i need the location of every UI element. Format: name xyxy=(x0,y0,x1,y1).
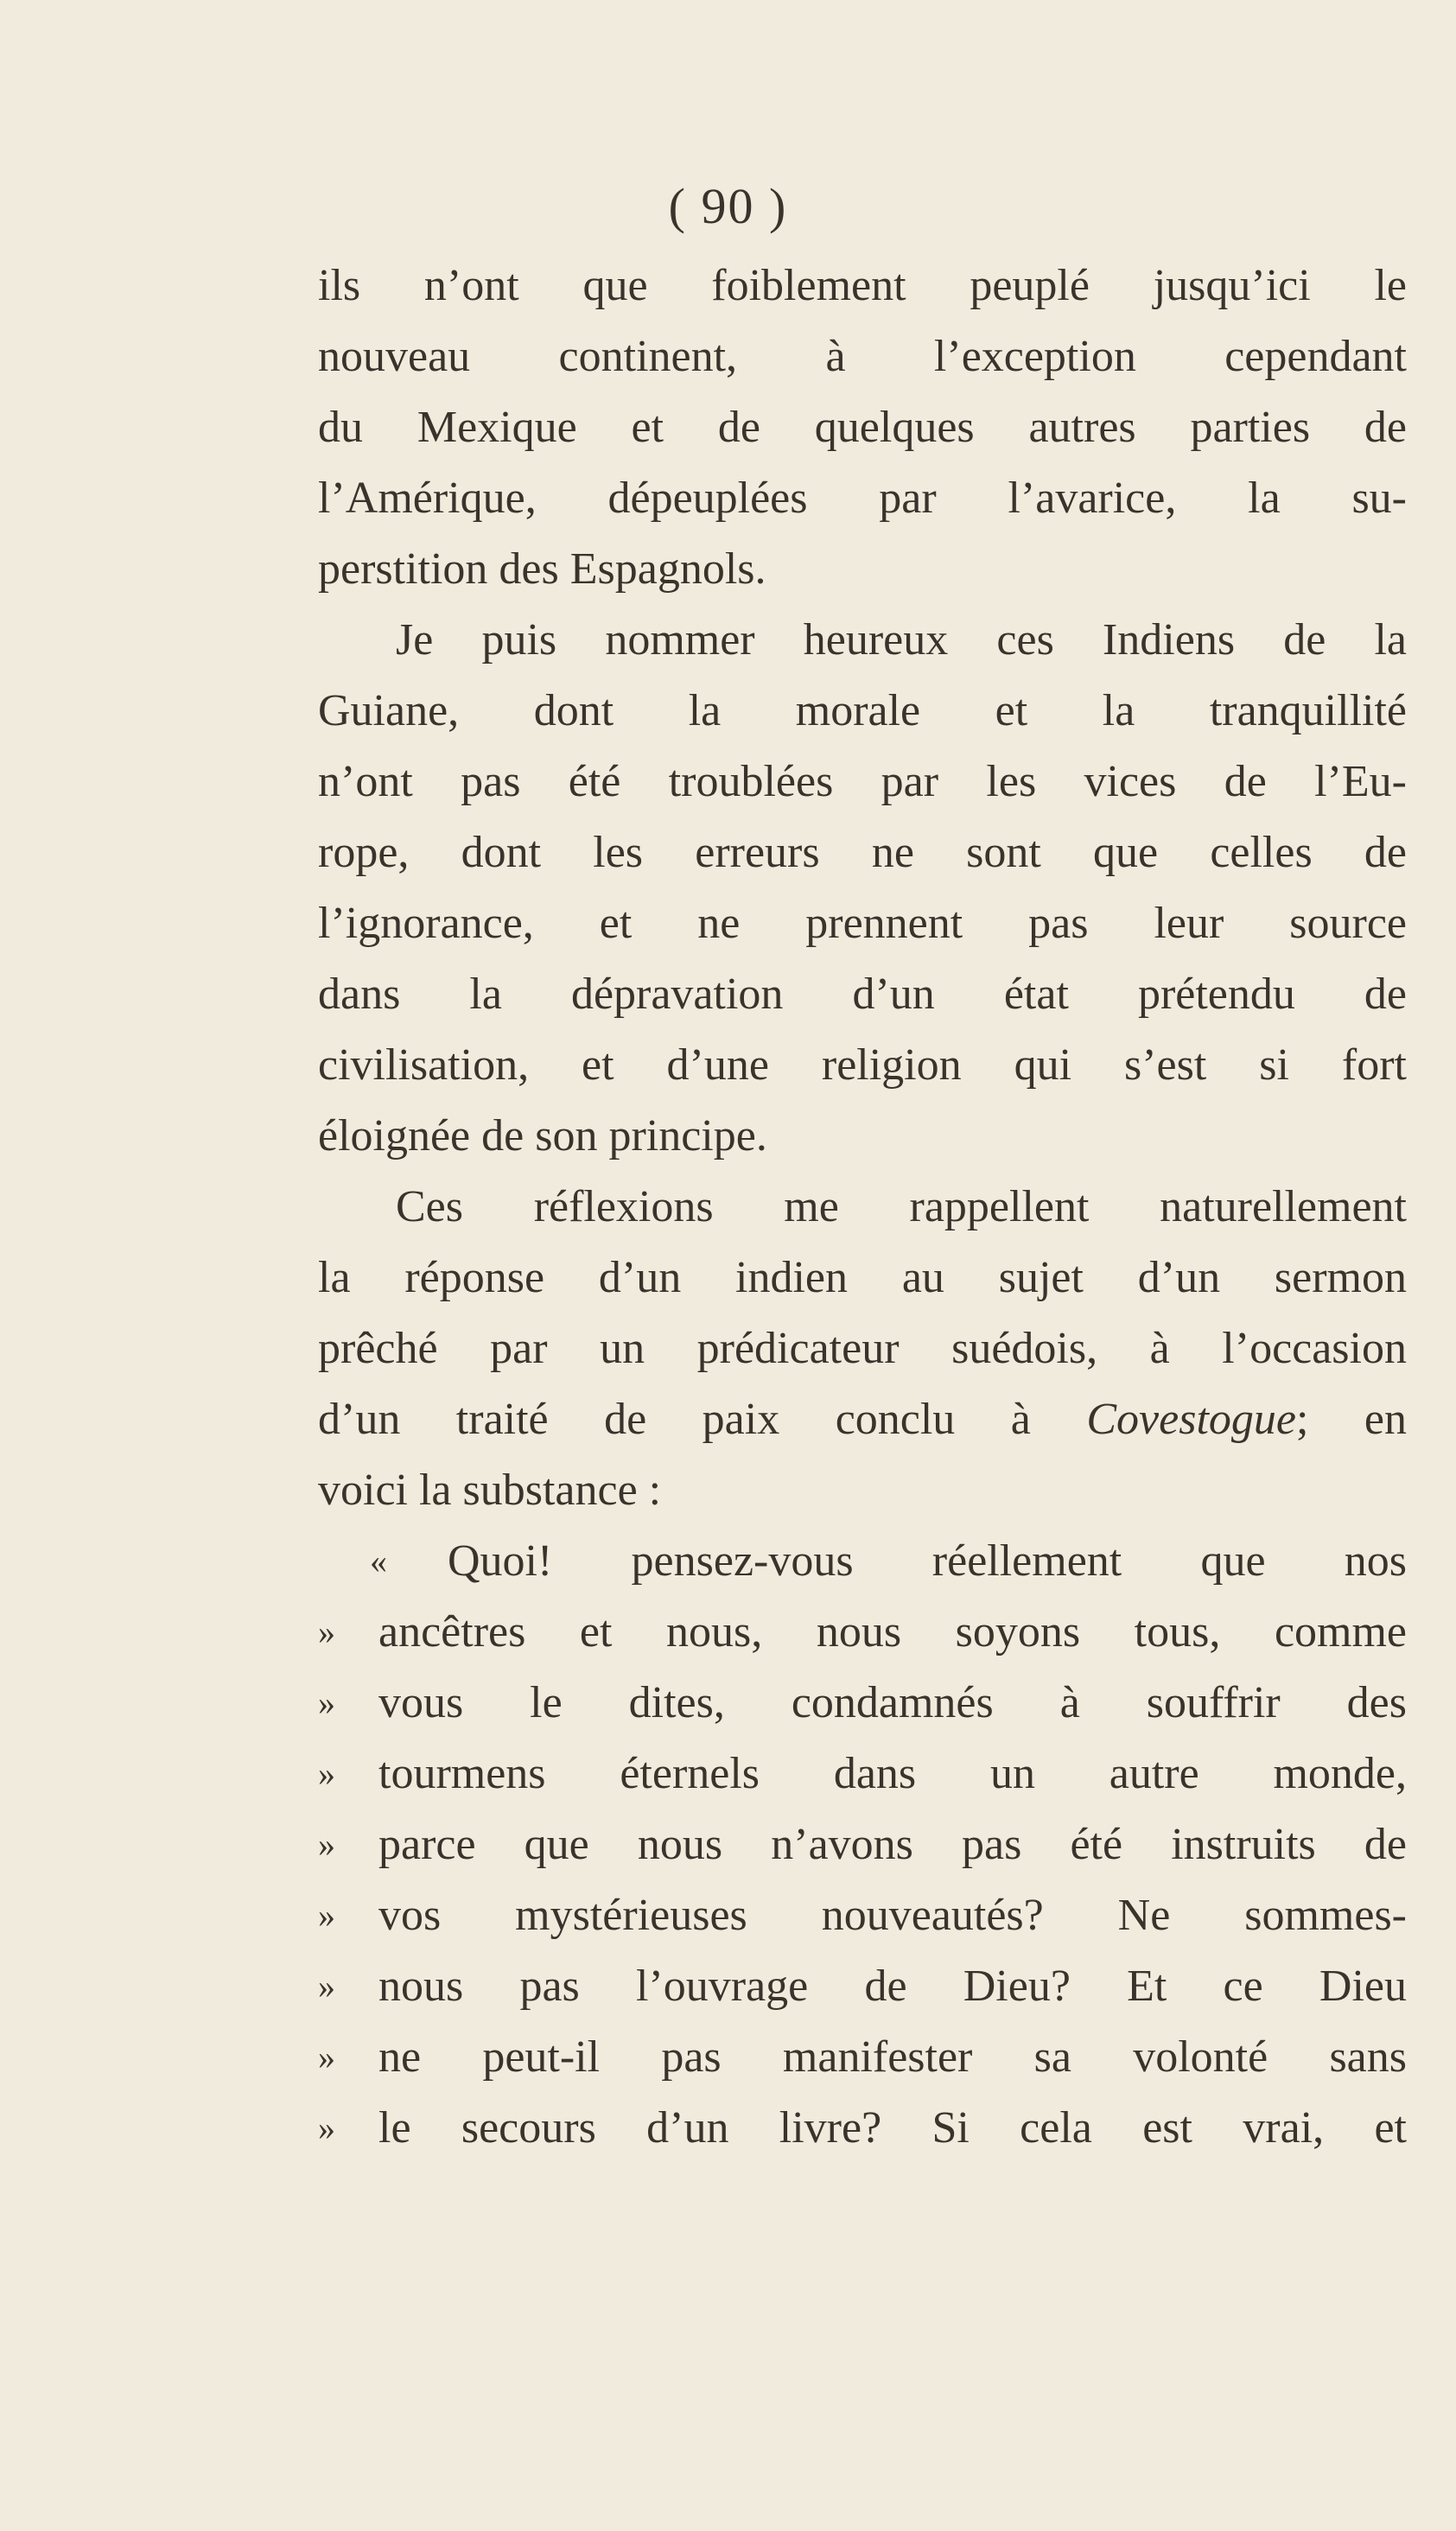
text-line: ils n’ont que foiblement peuplé jusqu’ici le xyxy=(318,261,1407,310)
text-segment: d’un traité de paix conclu à xyxy=(318,1395,1087,1444)
paragraph-1 xyxy=(318,251,1407,605)
quote-open-mark: « xyxy=(370,1542,387,1580)
text-line: la réponse d’un indien au sujet d’un sermon xyxy=(318,1253,1407,1302)
text-line: prêché par un prédicateur suédois, à l’occasion xyxy=(318,1324,1407,1373)
quote-line xyxy=(318,1668,1407,1739)
quote-cont-mark: » xyxy=(318,1825,335,1864)
quote-cont-mark: » xyxy=(318,1754,335,1793)
text-line: l’ignorance, et ne prennent pas leur source xyxy=(318,899,1407,948)
text-line: dans la dépravation d’un état prétendu de xyxy=(318,970,1407,1019)
text-line: éloignée de son principe. xyxy=(318,1111,767,1161)
quote-cont-mark: » xyxy=(318,2038,335,2076)
text-line: nouveau continent, à l’exception cependant xyxy=(318,332,1407,381)
quote-text: le secours d’un livre? Si cela est vrai, et xyxy=(378,2103,1407,2153)
quote-text: parce que nous n’avons pas été instruits de xyxy=(378,1820,1407,1869)
quote-text: ancêtres et nous, nous soyons tous, comme xyxy=(378,1607,1407,1657)
quote-line xyxy=(318,1951,1407,2022)
text-line: rope, dont les erreurs ne sont que celles de xyxy=(318,828,1407,877)
text-line: du Mexique et de quelques autres parties de xyxy=(318,403,1407,452)
quote-line xyxy=(318,1526,1407,1597)
text-line: Je puis nommer heureux ces Indiens de la xyxy=(396,615,1407,665)
text-segment: ; en xyxy=(1295,1395,1408,1444)
text-line: n’ont pas été troublées par les vices de l’Eu- xyxy=(318,757,1407,806)
paragraph-2 xyxy=(318,605,1407,1172)
quote-text: tourmens éternels dans un autre monde, xyxy=(378,1749,1407,1798)
quote-line xyxy=(318,2022,1407,2093)
quote-line xyxy=(318,1809,1407,1880)
quote-cont-mark: » xyxy=(318,1896,335,1935)
quote-text: vous le dites, condamnés à souffrir des xyxy=(378,1678,1407,1727)
quote-line xyxy=(318,1597,1407,1668)
text-line: Ces réflexions me rappellent naturellement xyxy=(396,1182,1407,1231)
quote-text: nous pas l’ouvrage de Dieu? Et ce Dieu xyxy=(378,1962,1407,2011)
quote-line xyxy=(318,1739,1407,1809)
quotation xyxy=(318,1526,1407,2164)
quote-cont-mark: » xyxy=(318,1612,335,1651)
quote-cont-mark: » xyxy=(318,1967,335,2006)
text-block xyxy=(318,251,1407,2164)
quote-line xyxy=(318,2093,1407,2164)
text-line: Guiane, dont la morale et la tranquillité xyxy=(318,686,1407,735)
text-line xyxy=(318,1384,1407,1455)
text-line: voici la substance : xyxy=(318,1466,662,1515)
quote-line xyxy=(318,1880,1407,1951)
quote-text: vos mystérieuses nouveautés? Ne sommes- xyxy=(378,1891,1407,1940)
quote-cont-mark: » xyxy=(318,2108,335,2147)
quote-text: ne peut-il pas manifester sa volonté sans xyxy=(378,2032,1407,2082)
text-line: civilisation, et d’une religion qui s’est si fort xyxy=(318,1040,1407,1090)
quote-cont-mark: » xyxy=(318,1683,335,1722)
quote-text: Quoi! pensez-vous réellement que nos xyxy=(448,1536,1407,1586)
text-line: perstition des Espagnols. xyxy=(318,544,766,594)
place-name-italic: Covestogue xyxy=(1086,1395,1296,1444)
page-number: ( 90 ) xyxy=(668,178,788,234)
text-line: l’Amérique, dépeuplées par l’avarice, la su- xyxy=(318,474,1407,523)
paragraph-3 xyxy=(318,1172,1407,1526)
